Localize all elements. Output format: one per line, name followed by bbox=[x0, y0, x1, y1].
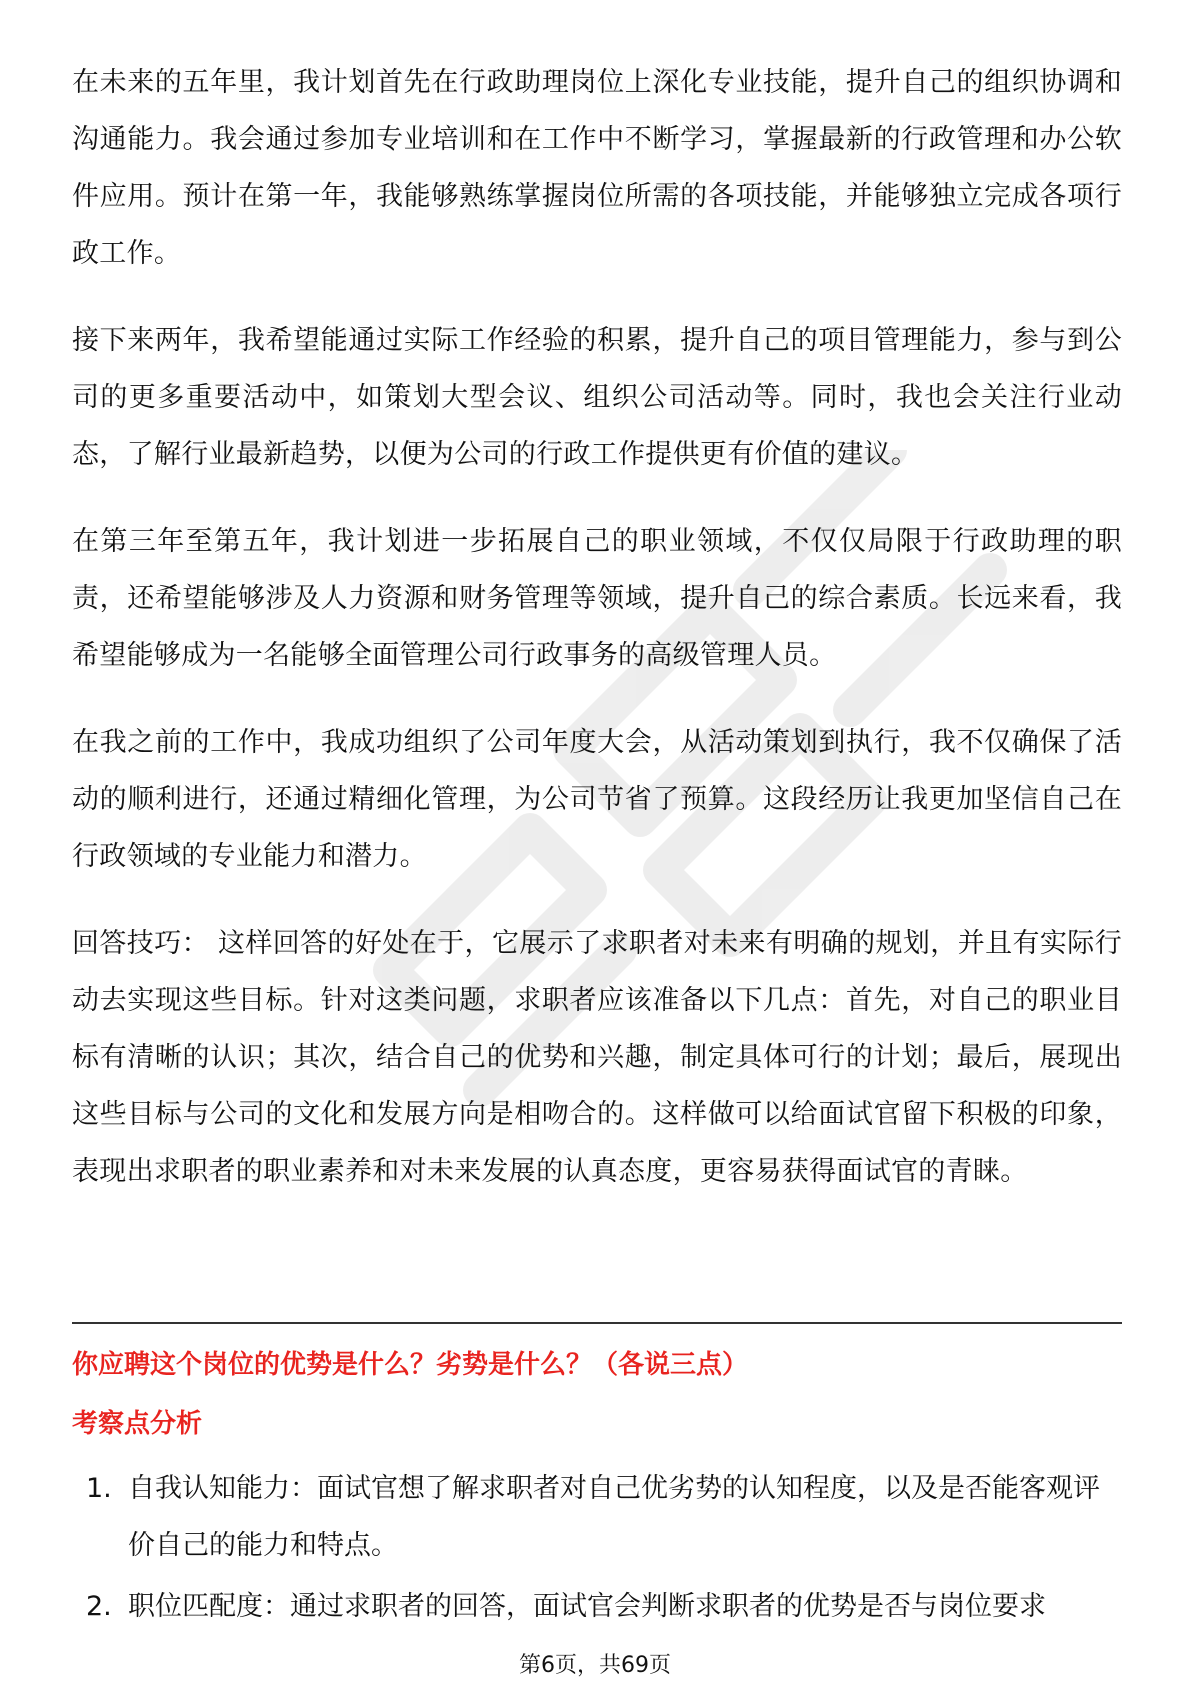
list-item-number: 1. bbox=[86, 1473, 112, 1504]
page-number-footer: 第6页，共69页 bbox=[519, 1653, 671, 1678]
list-item-text: 职位匹配度：通过求职者的回答，面试官会判断求职者的优势是否与岗位要求 bbox=[128, 1591, 1046, 1622]
main-content bbox=[72, 54, 1122, 1200]
interview-question: 你应聘这个岗位的优势是什么？劣势是什么？（各说三点） bbox=[72, 1350, 749, 1380]
section-divider bbox=[72, 1322, 1122, 1324]
list-item bbox=[72, 1578, 1122, 1635]
paragraph-years-three-to-five: 在第三年至第五年，我计划进一步拓展自己的职业领域，不仅仅局限于行政助理的职责，还希望能够涉及人力资源和财务管理等领域，提升自己的综合素质。长远来看，我希望能够成为一名能够全面管理公司行政事务的高级管理人员。 bbox=[72, 526, 1122, 671]
paragraph-next-two-years: 接下来两年，我希望能通过实际工作经验的积累，提升自己的项目管理能力，参与到公司的更多重要活动中，如策划大型会议、组织公司活动等。同时，我也会关注行业动态，了解行业最新趋势，以便为公司的行政工作提供更有价值的建议。 bbox=[72, 325, 1122, 470]
list-item bbox=[72, 1460, 1122, 1574]
analysis-heading: 考察点分析 bbox=[72, 1409, 203, 1439]
paragraph-five-year-plan: 在未来的五年里，我计划首先在行政助理岗位上深化专业技能，提升自己的组织协调和沟通能力。我会通过参加专业培训和在工作中不断学习，掌握最新的行政管理和办公软件应用。预计在第一年，我能够熟练掌握岗位所需的各项技能，并能够独立完成各项行政工作。 bbox=[72, 67, 1122, 269]
paragraph-answer-tips: 回答技巧： 这样回答的好处在于，它展示了求职者对未来有明确的规划，并且有实际行动去实现这些目标。针对这类问题，求职者应该准备以下几点：首先，对自己的职业目标有清晰的认识；其次，结合自己的优势和兴趣，制定具体可行的计划；最后，展现出这些目标与公司的文化和发展方向是相吻合的。这样做可以给面试官留下积极的印象，表现出求职者的职业素养和对未来发展的认真态度，更容易获得面试官的青睐。 bbox=[72, 928, 1122, 1187]
list-item-text: 自我认知能力：面试官想了解求职者对自己优劣势的认知程度，以及是否能客观评价自己的能力和特点。 bbox=[128, 1473, 1100, 1561]
analysis-list bbox=[72, 1460, 1122, 1639]
list-item-number: 2. bbox=[86, 1591, 112, 1622]
paragraph-past-experience: 在我之前的工作中，我成功组织了公司年度大会，从活动策划到执行，我不仅确保了活动的顺利进行，还通过精细化管理，为公司节省了预算。这段经历让我更加坚信自己在行政领域的专业能力和潜力。 bbox=[72, 727, 1122, 872]
